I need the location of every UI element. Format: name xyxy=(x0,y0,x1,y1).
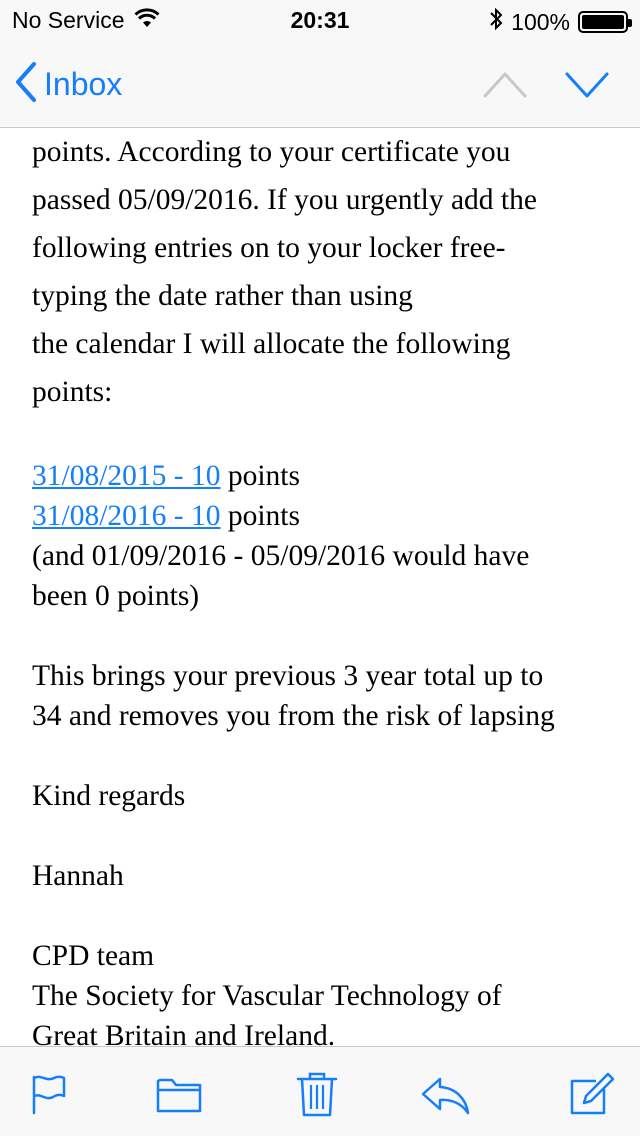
reply-button[interactable] xyxy=(420,1069,470,1119)
bluetooth-icon xyxy=(489,7,503,37)
text-line: The Society for Vascular Technology of xyxy=(32,980,502,1012)
battery-percent: 100% xyxy=(511,8,570,35)
text-line: Great Britain and Ireland. xyxy=(32,1020,336,1046)
compose-button[interactable] xyxy=(566,1069,616,1119)
date-link[interactable]: 31/08/2016 - 10 xyxy=(32,500,221,532)
chevron-left-icon xyxy=(14,62,38,107)
date-link[interactable]: 31/08/2015 - 10 xyxy=(32,460,221,492)
text-line: been 0 points) xyxy=(32,580,200,612)
battery-icon xyxy=(578,11,628,33)
move-to-folder-button[interactable] xyxy=(154,1069,204,1119)
text-line: typing the date rather than using xyxy=(32,280,413,312)
text-line: following entries on to your locker free- xyxy=(32,232,506,264)
signature: Hannah xyxy=(32,860,124,892)
paragraph-total xyxy=(32,656,620,736)
compose-icon xyxy=(566,1069,616,1119)
chevron-down-icon xyxy=(564,66,610,102)
reply-icon xyxy=(420,1069,472,1119)
flag-button[interactable] xyxy=(24,1069,74,1119)
entry-line xyxy=(32,496,620,536)
text-line: points: xyxy=(32,376,113,408)
text-line: This brings your previous 3 year total up to xyxy=(32,660,544,692)
back-button[interactable] xyxy=(14,64,122,104)
closing: Kind regards xyxy=(32,780,186,812)
status-right xyxy=(489,7,628,37)
previous-message-button[interactable] xyxy=(482,66,528,102)
text-line: 34 and removes you from the risk of lapsing xyxy=(32,700,555,732)
chevron-up-icon xyxy=(482,66,528,102)
navigation-bar xyxy=(0,40,640,128)
bottom-toolbar xyxy=(0,1046,640,1136)
text-line: (and 01/09/2016 - 05/09/2016 would have xyxy=(32,540,530,572)
next-message-button[interactable] xyxy=(564,66,610,102)
message-body[interactable] xyxy=(0,128,640,1046)
back-label: Inbox xyxy=(44,65,123,102)
message-text xyxy=(0,128,640,1046)
paragraph-team xyxy=(32,936,620,1046)
delete-button[interactable] xyxy=(292,1069,342,1119)
status-time: 20:31 xyxy=(290,7,350,33)
flag-icon xyxy=(24,1069,74,1119)
paragraph-entries xyxy=(32,456,620,616)
entry-suffix: points xyxy=(220,500,300,532)
battery-level xyxy=(582,15,624,29)
text-line: points. According to your certificate you xyxy=(32,136,511,168)
text-line: CPD team xyxy=(32,940,155,972)
entry-line xyxy=(32,456,620,496)
text-line: passed 05/09/2016. If you urgently add the xyxy=(32,184,537,216)
text-line: the calendar I will allocate the following xyxy=(32,328,511,360)
entry-suffix: points xyxy=(220,460,300,492)
paragraph-instructions xyxy=(32,128,620,416)
trash-icon xyxy=(292,1069,342,1119)
status-bar xyxy=(0,0,640,40)
folder-icon xyxy=(154,1069,204,1119)
carrier-label: No Service xyxy=(12,7,125,33)
